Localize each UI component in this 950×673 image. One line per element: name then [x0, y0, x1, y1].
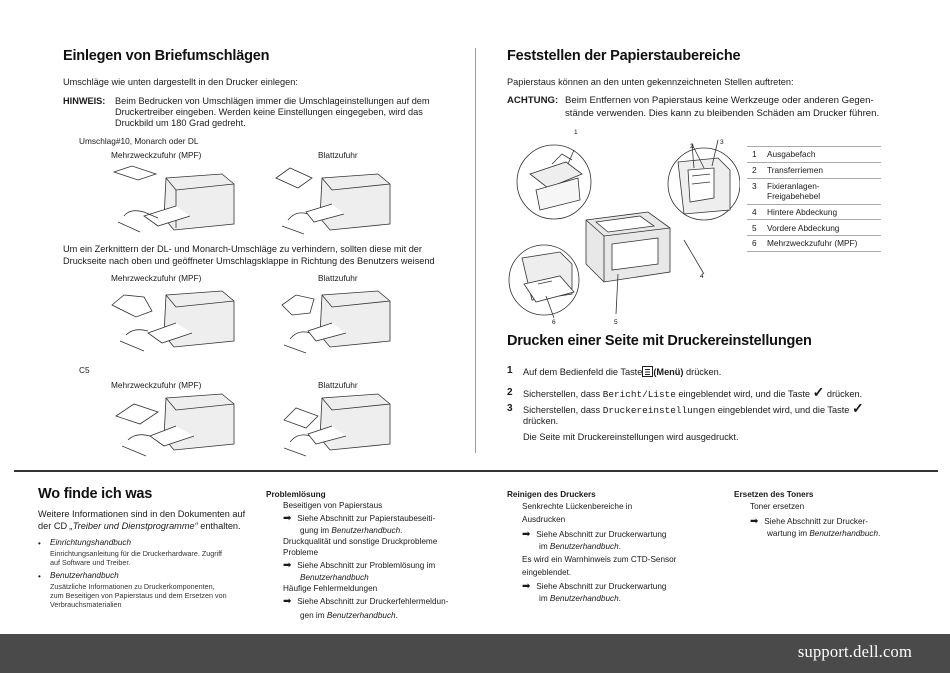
col4-line3-manual: Benutzerhandbuch: [809, 529, 879, 538]
callout-3: 3: [720, 139, 724, 146]
col2-line8: Häufige Fehlermeldungen: [283, 584, 378, 593]
legend-row: [747, 162, 881, 178]
col4-line2: [750, 517, 868, 528]
mpf-label-3: Mehrzweckzufuhr (MPF): [111, 380, 202, 390]
where-intro-cd-title: „Treiber und Dienstprogramme“: [69, 521, 198, 531]
check-button-icon: ✓: [812, 384, 825, 400]
col4-line1: Toner ersetzen: [750, 502, 805, 511]
col3-line7-text: Siehe Abschnitt zur Druckerwartung: [536, 582, 667, 591]
envelope-mpf-illustration-2: [104, 283, 244, 363]
col3-line4-manual: Benutzerhandbuch: [549, 542, 619, 551]
col2-line10-text: gen im: [300, 611, 325, 620]
doc1-title: Einrichtungshandbuch: [50, 538, 132, 547]
col2-line2-text: Siehe Abschnitt zur Papierstaubeseiti-: [297, 514, 436, 523]
step-2-display-text: Bericht/Liste: [602, 389, 676, 400]
legend-row: [747, 236, 881, 252]
arrow-icon: ➡: [522, 529, 531, 540]
col2-line2: [283, 514, 435, 525]
envelope-group1-label: Umschlag#10, Monarch oder DL: [79, 136, 199, 146]
note-text-line2: Druckertreiber eingeben. Werden keine Einstellungen eingegeben, wird das: [115, 107, 423, 117]
envelope-group3-label: C5: [79, 365, 90, 375]
support-url[interactable]: support.dell.com: [797, 642, 912, 661]
wrinkle-text-line1: Um ein Zerknittern der DL- und Monarch-Umschläge zu verhindern, sollten diese mit der: [63, 244, 422, 254]
section-title-paper-jam: Feststellen der Papierstaubereiche: [507, 48, 741, 64]
legend-label: [765, 178, 881, 204]
col2-line3: gung im Benutzerhandbuch.: [300, 526, 403, 535]
col2-line10-manual: Benutzerhandbuch: [326, 611, 396, 620]
wrinkle-text-line2: Druckseite nach oben und geöffneter Umschlagsklappe in Richtung des Benutzers weisend: [63, 256, 435, 266]
col3-line2: Ausdrucken: [522, 515, 566, 524]
doc2-desc-line3: Verbrauchsmaterialien: [50, 600, 122, 609]
callout-5: 5: [614, 319, 618, 326]
step-2-text: [523, 384, 863, 402]
col2-line9-text: Siehe Abschnitt zur Druckerfehlermeldun-: [297, 597, 449, 606]
bullet-icon: •: [38, 572, 41, 581]
arrow-icon: ➡: [522, 581, 531, 592]
where-intro-line1: Weitere Informationen sind in den Dokumenten auf: [38, 509, 246, 519]
step-result: Die Seite mit Druckereinstellungen wird ausgedruckt.: [523, 432, 739, 442]
legend-label: Hintere Abdeckung: [765, 204, 881, 220]
envelope-sheet-illustration-3: [270, 390, 410, 462]
doc2-desc-line2: zum Beseitigen von Papierstaus und dem Ersetzen von: [50, 591, 227, 600]
col3-line5: Es wird ein Warnhinweis zum CTD-Sensor: [522, 555, 677, 564]
doc1-desc-line1: Einrichtungsanleitung für die Druckerhardware. Zugriff: [50, 549, 223, 558]
callout-1: 1: [574, 129, 578, 136]
envelopes-intro: Umschläge wie unten dargestellt in den Drucker einlegen:: [63, 77, 298, 87]
col3-line8-text: im: [539, 594, 548, 603]
envelope-sheet-illustration-1: [270, 160, 410, 240]
where-intro-end: enthalten.: [200, 521, 241, 531]
envelope-mpf-illustration-1: [104, 160, 244, 240]
note-text-line3: Druckbild um 180 Grad gedreht.: [115, 118, 246, 128]
step-2-text-c: drücken.: [826, 389, 863, 399]
col3-line6: eingeblendet.: [522, 568, 572, 577]
column-divider: [475, 48, 476, 453]
col2-line3-text: gung im: [300, 526, 330, 535]
callout-6: 6: [552, 319, 556, 326]
col2-line5: Probleme: [283, 548, 319, 557]
envelope-mpf-illustration-3: [104, 390, 244, 462]
legend-row: [747, 147, 881, 163]
step-1-text-a: Auf dem Bedienfeld die Taste: [523, 367, 643, 377]
mpf-label-1: Mehrzweckzufuhr (MPF): [111, 150, 202, 160]
legend-number: 3: [747, 178, 765, 204]
step-3-text-a: Sicherstellen, dass: [523, 405, 601, 415]
section-title-print-settings: Drucken einer Seite mit Druckereinstellungen: [507, 333, 812, 349]
caution-text-line1: Beim Entfernen von Papierstaus keine Werkzeuge oder anderen Gegen-: [565, 95, 874, 106]
col3-line1: Senkrechte Lückenbereiche in: [522, 502, 633, 511]
col3-line4-text: im: [539, 542, 548, 551]
step-3-text-b: eingeblendet wird, und die Taste: [717, 405, 850, 415]
col-troubleshooting-title: Problemlösung: [266, 490, 326, 499]
col3-line3-text: Siehe Abschnitt zur Druckerwartung: [536, 530, 667, 539]
menu-button-icon: [642, 366, 653, 377]
doc2-desc-line1: Zusätzliche Informationen zu Druckerkomponenten,: [50, 582, 215, 591]
step-3-text-continued: drücken.: [523, 416, 559, 426]
caution-text-line2: stände verwenden. Dies kann zu bleibenden Schäden am Drucker führen.: [565, 108, 880, 119]
col4-line3: wartung im Benutzerhandbuch.: [767, 529, 881, 538]
legend-row: [747, 204, 881, 220]
caution-label: ACHTUNG:: [507, 95, 559, 106]
col2-line4: Druckqualität und sonstige Druckprobleme: [283, 537, 438, 546]
mpf-label-2: Mehrzweckzufuhr (MPF): [111, 273, 202, 283]
footer-bar: [0, 634, 950, 673]
horizontal-divider: [14, 470, 938, 472]
col2-line6-text: Siehe Abschnitt zur Problemlösung im: [297, 561, 436, 570]
sheet-label-2: Blattzufuhr: [318, 273, 358, 283]
legend-row: [747, 220, 881, 236]
paper-jam-diagram: [508, 124, 740, 330]
step-2-text-b: eingeblendet wird, und die Taste: [678, 389, 811, 399]
legend-number: 1: [747, 147, 765, 163]
step-1-text-c: drücken.: [686, 367, 722, 377]
note-text-line1: Beim Bedrucken von Umschlägen immer die Umschlageinstellungen auf dem: [115, 96, 430, 106]
step-3-number: 3: [507, 403, 513, 414]
legend-number: 5: [747, 220, 765, 236]
col3-line7: [522, 582, 666, 593]
paper-jam-intro: Papierstaus können an den unten gekennzeichneten Stellen auftreten:: [507, 77, 794, 87]
bullet-icon: •: [38, 539, 41, 548]
col3-line4: im Benutzerhandbuch.: [539, 542, 621, 551]
col3-line8-manual: Benutzerhandbuch: [549, 594, 619, 603]
col-toner-title: Ersetzen des Toners: [734, 490, 814, 499]
step-3-text: [523, 400, 864, 418]
doc1-desc-line2: auf Software und Treiber.: [50, 558, 131, 567]
col3-line3: [522, 530, 666, 541]
legend-number: 2: [747, 162, 765, 178]
step-1-number: 1: [507, 365, 513, 376]
check-button-icon: ✓: [851, 400, 864, 416]
step-1-menu-label: (Menü): [653, 367, 684, 377]
sheet-label-1: Blattzufuhr: [318, 150, 358, 160]
envelope-sheet-illustration-2: [270, 283, 410, 363]
jam-location-legend: [747, 146, 881, 252]
arrow-icon: ➡: [283, 513, 292, 524]
legend-label-line2: Freigabehebel: [767, 191, 821, 202]
where-intro-line2: [38, 520, 241, 533]
legend-label: Ausgabefach: [765, 147, 881, 163]
col2-line6: [283, 561, 435, 572]
legend-label: Vordere Abdeckung: [765, 220, 881, 236]
section-title-envelopes: Einlegen von Briefumschlägen: [63, 48, 270, 64]
col2-line10: gen im Benutzerhandbuch.: [300, 611, 398, 620]
legend-row: [747, 178, 881, 204]
col3-line8: im Benutzerhandbuch.: [539, 594, 621, 603]
col4-line2-text: Siehe Abschnitt zur Drucker-: [764, 517, 869, 526]
legend-label: Mehrzweckzufuhr (MPF): [765, 236, 881, 252]
col-cleaning-title: Reinigen des Druckers: [507, 490, 596, 499]
legend-number: 6: [747, 236, 765, 252]
col2-line1: Beseitigen von Papierstaus: [283, 501, 383, 510]
section-title-where-to-find: Wo finde ich was: [38, 486, 153, 502]
col2-line7: Benutzerhandbuch: [300, 573, 369, 582]
callout-4: 4: [700, 273, 704, 280]
legend-label: Transferriemen: [765, 162, 881, 178]
arrow-icon: ➡: [750, 516, 759, 527]
col4-line3-text: wartung im: [767, 529, 808, 538]
legend-number: 4: [747, 204, 765, 220]
col2-line3-manual: Benutzerhandbuch: [331, 526, 401, 535]
step-2-text-a: Sicherstellen, dass: [523, 389, 601, 399]
col2-line9: [283, 597, 448, 608]
callout-2: 2: [690, 143, 694, 150]
step-3-display-text: Druckereinstellungen: [602, 405, 716, 416]
doc2-title: Benutzerhandbuch: [50, 571, 119, 580]
legend-label-line1: Fixieranlagen-: [767, 180, 820, 191]
note-label: HINWEIS:: [63, 96, 106, 106]
step-2-number: 2: [507, 387, 513, 398]
sheet-label-3: Blattzufuhr: [318, 380, 358, 390]
step-1-text: [523, 366, 721, 379]
arrow-icon: ➡: [283, 560, 292, 571]
arrow-icon: ➡: [283, 596, 292, 607]
where-intro-cd: der CD: [38, 521, 68, 531]
